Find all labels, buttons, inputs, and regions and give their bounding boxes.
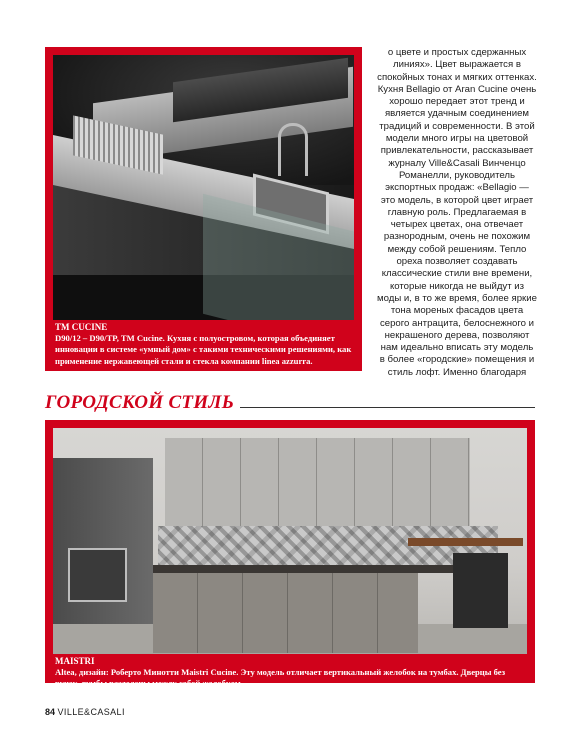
page-footer (45, 707, 125, 717)
bottom-caption (55, 656, 525, 690)
kitchen-photo-tm-cucine (53, 55, 354, 320)
bottom-caption-text: Altea, дизайн: Роберто Минотти Maistri Cucine. Эту модель отличает вертикальный желобок на тумбах. Дверцы без ручек, тумбы разделены между собой желобком. (55, 667, 506, 689)
photo-faucet (278, 123, 308, 176)
section-title: ГОРОДСКОЙ СТИЛЬ (45, 392, 240, 413)
section-heading (45, 392, 535, 414)
photo-stool (453, 553, 508, 628)
article-column (377, 47, 537, 379)
photo-wood-shelf (408, 538, 523, 546)
top-figure (45, 47, 362, 371)
top-caption-brand: TM CUCINE (55, 322, 108, 332)
article-text: о цвете и простых сдержанных линиях». Цвет выражается в спокойных тонах и мягких оттенках. Кухня Bellagio от Aran Cucine очень хорошо передает этот тренд и является удачным соединением традиций и современности. В этой модели много игры на цветовой привлекательности, рассказывает журналу Ville&Casali Винченцо Романелли, руководитель экспортных продаж: «Bellagio — это модель, в которой цвет играет главную роль. Предлагаемая в четырех цветах, она отвечает разнородным, очень не похожим между собой решениям. Тепло ореха позволяет создавать классические стили вне времени, которые никогда не выйдут из моды и, в то же время, более яркие тона мореных фасадов цвета серого антрацита, белоснежного и некрашеного дерева, позволяют нам идеально вписать эту модель в более «городские» помещения и стиль лофт. Именно благодаря (377, 47, 537, 378)
magazine-name: VILLE&CASALI (57, 707, 125, 717)
photo-lower-cabinets (153, 573, 418, 653)
top-caption-text: D90/12 – D90/TP, TM Cucine. Кухня с полуостровом, которая объединяет инновации в системе «умный дом» с такими техническими решениями, как применение нержавеющей стали и стекла компании linea azzurra. (55, 333, 352, 366)
top-caption (55, 322, 352, 367)
bottom-caption-brand: MAISTRI (55, 656, 95, 666)
photo-backsplash (158, 526, 498, 568)
photo-oven (68, 548, 127, 602)
page-number: 84 (45, 707, 56, 717)
photo-upper-cabinets (165, 438, 470, 526)
kitchen-photo-maistri (53, 428, 527, 654)
bottom-figure (45, 420, 535, 689)
